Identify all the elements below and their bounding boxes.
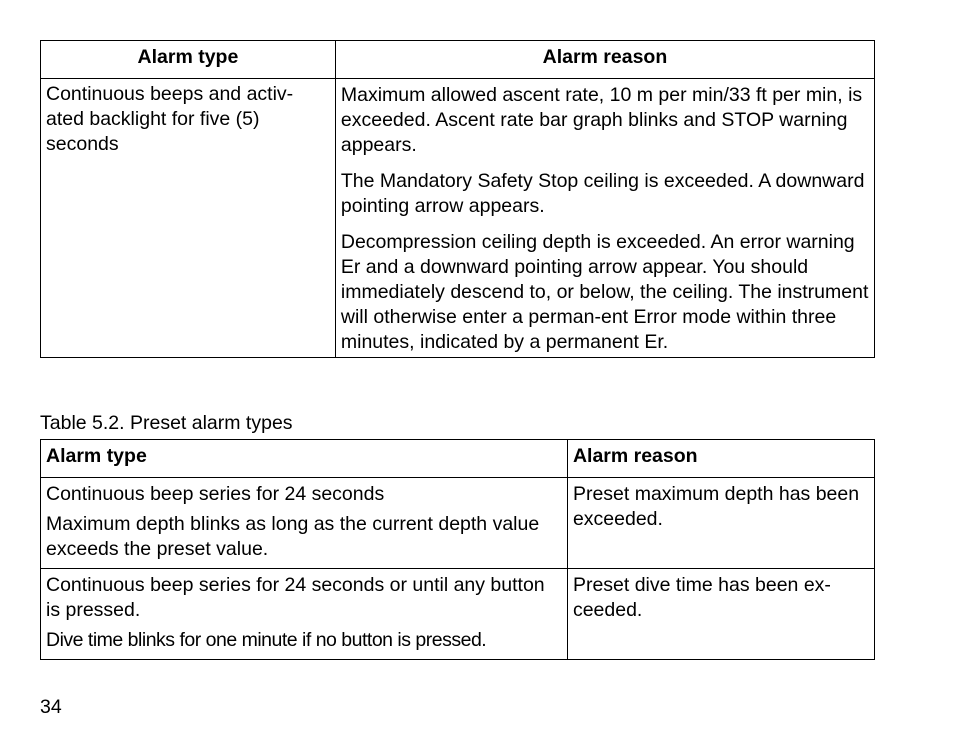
column-header-alarm-reason: Alarm reason [567,440,874,478]
column-header-alarm-reason: Alarm reason [335,41,874,79]
alarm-type-line: seconds [46,133,119,155]
table-header-row [41,41,875,79]
preset-alarm-table [40,439,875,660]
alarm-type-cell [41,478,568,569]
alarm-type-text: Continuous beep series for 24 seconds [46,483,385,505]
alarm-table [40,40,875,358]
alarm-type-line: ated backlight for five (5) [46,108,260,130]
alarm-type-detail: Dive time blinks for one minute if no button is pressed. [46,629,487,651]
alarm-type-text: Continuous beep series for 24 seconds or until any button is pressed. [46,574,545,621]
alarm-reason-ascent-rate: Maximum allowed ascent rate, 10 m per min/33 ft per min, is exceeded. Ascent rate bar graph blinks and STOP warning appears. [340,84,863,156]
alarm-type-detail: Maximum depth blinks as long as the current depth value exceeds the preset value. [46,513,540,560]
column-header-alarm-type: Alarm type [41,41,336,79]
page-number: 34 [40,696,62,718]
alarm-type-cell [41,569,568,660]
table-row [41,79,875,358]
table-row [41,478,875,569]
alarm-reason-cell: Preset dive time has been ex-ceeded. [567,569,874,660]
alarm-reason-cell [335,79,874,358]
alarm-reason-decompression: Decompression ceiling depth is exceeded. An error warning Er and a downward pointing arrow appear. You should immediately descend to, or below, the ceiling. The instrument will otherwise enter a perman-ent Error mode within three minutes, indicated by a permanent Er. [340,231,869,353]
table-caption: Table 5.2. Preset alarm types [40,412,293,434]
table-header-row [41,440,875,478]
alarm-reason-cell: Preset maximum depth has been exceeded. [567,478,874,569]
alarm-type-line: Continuous beeps and activ- [46,83,294,105]
table-row [41,569,875,660]
alarm-reason-safety-stop: The Mandatory Safety Stop ceiling is exceeded. A downward pointing arrow appears. [340,170,865,217]
alarm-type-cell [41,79,336,358]
column-header-alarm-type: Alarm type [41,440,568,478]
